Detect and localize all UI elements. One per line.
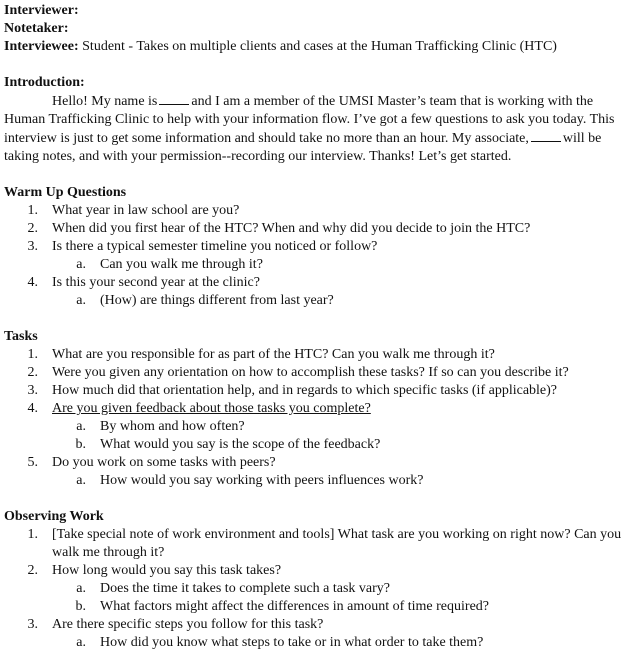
sub-list-item — [4, 580, 626, 598]
observing-heading-line — [4, 508, 626, 526]
question-text: Is there a typical semester timeline you noticed or follow? — [52, 239, 378, 254]
list-letter: a. — [76, 473, 86, 488]
list-number: 4. — [27, 401, 38, 416]
list-number: 3. — [27, 383, 38, 398]
intro-text-2: and I am a member of the UMSI Master’s team that is working with the Human Trafficking Clinic to help with your information flow. I’ve got a few questions to ask you today. This interview is just to get some information and should take no more than an hour. My associate, — [4, 94, 615, 146]
list-number: 1. — [27, 347, 38, 362]
sub-list-item — [4, 598, 626, 616]
interviewee-line — [4, 38, 626, 56]
interviewer-label: Interviewer: — [4, 3, 79, 18]
notetaker-label: Notetaker: — [4, 21, 69, 36]
sub-list-item — [4, 436, 626, 454]
name-blank — [159, 92, 189, 105]
sub-list-item — [4, 418, 626, 436]
sub-list-item — [4, 472, 626, 490]
warmup-heading-line — [4, 184, 626, 202]
list-item — [4, 346, 626, 364]
list-item — [4, 238, 626, 256]
list-item — [4, 382, 626, 400]
observing-heading: Observing Work — [4, 509, 104, 524]
question-text: [Take special note of work environment and tools] What task are you working on right now? Can you walk me through it? — [52, 527, 622, 560]
question-text: What are you responsible for as part of the HTC? Can you walk me through it? — [52, 347, 495, 362]
list-letter: a. — [76, 581, 86, 596]
list-number: 5. — [27, 455, 38, 470]
sub-list-item — [4, 256, 626, 274]
question-text: When did you first hear of the HTC? When and why did you decide to join the HTC? — [52, 221, 531, 236]
list-letter: b. — [75, 437, 86, 452]
question-text: Can you walk me through it? — [100, 257, 263, 272]
list-item — [4, 274, 626, 292]
list-item — [4, 202, 626, 220]
question-text: (How) are things different from last year? — [100, 293, 334, 308]
sub-list-item — [4, 292, 626, 310]
associate-blank — [531, 129, 561, 142]
list-number: 3. — [27, 617, 38, 632]
question-text: What factors might affect the differences in amount of time required? — [100, 599, 489, 614]
notetaker-line — [4, 20, 626, 38]
list-letter: a. — [76, 257, 86, 272]
question-text: Are there specific steps you follow for this task? — [52, 617, 324, 632]
list-item — [4, 562, 626, 580]
question-text: What would you say is the scope of the feedback? — [100, 437, 381, 452]
list-item — [4, 454, 626, 472]
question-text: Does the time it takes to complete such a task vary? — [100, 581, 391, 596]
list-number: 1. — [27, 527, 38, 542]
introduction-heading: Introduction: — [4, 75, 85, 90]
question-text: Were you given any orientation on how to accomplish these tasks? If so can you describe it? — [52, 365, 569, 380]
interviewee-value: Student - Takes on multiple clients and cases at the Human Trafficking Clinic (HTC) — [82, 39, 557, 54]
question-text: What year in law school are you? — [52, 203, 240, 218]
question-text: By whom and how often? — [100, 419, 245, 434]
intro-text-1: Hello! My name is — [52, 94, 158, 109]
list-letter: a. — [76, 419, 86, 434]
introduction-paragraph — [4, 92, 626, 166]
list-letter: a. — [76, 293, 86, 308]
list-number: 2. — [27, 563, 38, 578]
list-number: 3. — [27, 239, 38, 254]
tasks-heading-line — [4, 328, 626, 346]
list-item — [4, 526, 626, 562]
question-text: Are you given feedback about those tasks you complete? — [52, 401, 371, 416]
interviewer-line — [4, 2, 626, 20]
interviewee-label: Interviewee: — [4, 39, 79, 54]
list-number: 2. — [27, 221, 38, 236]
question-text: Do you work on some tasks with peers? — [52, 455, 276, 470]
question-text: How did you know what steps to take or in what order to take them? — [100, 635, 484, 650]
question-text: How long would you say this task takes? — [52, 563, 282, 578]
sub-list-item — [4, 634, 626, 652]
list-number: 4. — [27, 275, 38, 290]
list-item — [4, 400, 626, 418]
question-text: How much did that orientation help, and in regards to which specific tasks (if applicable)? — [52, 383, 558, 398]
list-item — [4, 616, 626, 634]
list-number: 1. — [27, 203, 38, 218]
question-text: How would you say working with peers influences work? — [100, 473, 424, 488]
list-item — [4, 364, 626, 382]
question-text: Is this your second year at the clinic? — [52, 275, 260, 290]
list-letter: a. — [76, 635, 86, 650]
list-number: 2. — [27, 365, 38, 380]
introduction-heading-line — [4, 74, 626, 92]
intro-text-3: will be taking notes, and with your permission--recording our interview. Thanks! Let’s get started. — [4, 131, 602, 164]
warmup-heading: Warm Up Questions — [4, 185, 127, 200]
list-item — [4, 220, 626, 238]
list-letter: b. — [75, 599, 86, 614]
tasks-heading: Tasks — [4, 329, 38, 344]
